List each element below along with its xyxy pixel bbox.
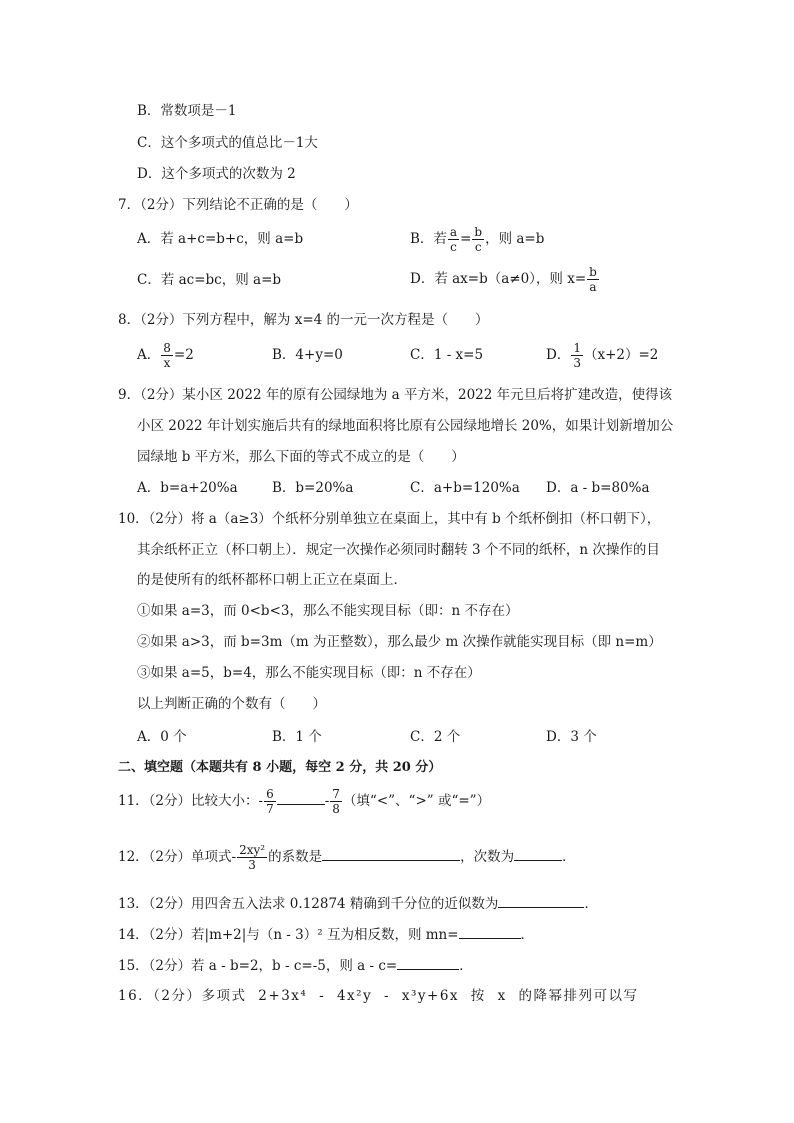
q16: 16．（2分）多项式 2+3x⁴ - 4x²y - x³y+6x 按 x 的降幂排列可以写 [118,988,639,1004]
q7-stem: 7．（2分）下列结论不正确的是（ ） [118,197,358,213]
q7-b-prefix: B．若 [410,231,447,247]
q7-b-fraction-2: $\frac{b}{c}$ [474,225,483,254]
q7-option-b: B．若 $\frac{a}{c}$ = $\frac{b}{c}$ ，则 a=b [410,225,545,254]
q12: 12．（2分）单项式- $\frac{\text{2xy²}}{3}$ 的系数是 ，次数为 ． [118,843,576,872]
q6-option-b: B．常数项是－1 [137,103,237,119]
q8-stem: 8．（2分）下列方程中，解为 x=4 的一元一次方程是（ ） [118,312,489,328]
q8-option-b: B．4+y=0 [272,347,343,363]
q6-option-c: C．这个多项式的值总比－1大 [137,135,318,151]
q9-line-3: 园绿地 b 平方米，那么下面的等式不成立的是（ ） [137,449,465,465]
q10-option-d: D．3 个 [546,729,597,745]
q11-answer-blank[interactable] [277,790,325,805]
q11-fraction-1: $\frac{6}{7}$ [266,787,274,816]
q7-option-c: C．若 ac=bc，则 a=b [137,272,282,288]
q9-option-d: D．a - b=80%a [546,480,650,496]
q9-line-2: 小区 2022 年计划实施后共有的绿地面积将比原有公园绿地增长 20%，如果计划新增加公 [137,418,674,434]
q12-fraction: $\frac{\text{2xy²}}{3}$ [239,843,266,872]
q9-line-1: 9．（2分）某小区 2022 年的原有公园绿地为 a 平方米，2022 年元旦后将扩建改造，使得该 [118,387,673,403]
q9-option-a: A．b=a+20%a [137,480,238,496]
q13-answer-blank[interactable] [498,893,584,908]
q10-statement-2: ②如果 a>3，而 b=3m（m 为正整数），那么最少 m 次操作就能实现目标（即 n=m） [137,634,662,650]
q10-option-b: B．1 个 [272,729,322,745]
q7-option-a: A．若 a+c=b+c，则 a=b [137,231,304,247]
section-2-heading: 二、填空题（本题共有 8 小题，每空 2 分，共 20 分） [118,760,442,775]
q8-option-a: A． $\frac{8}{x}$ =2 [137,341,194,370]
q15: 15．（2分）若 a - b=2，b - c=-5，则 a - c= ． [118,955,473,976]
q11: 11．（2分）比较大小：- $\frac{6}{7}$ - $\frac{7}{8}$ （填“<”、“>” 或“=”） [118,787,491,816]
q10-option-a: A．0 个 [137,729,187,745]
q10-statement-3: ③如果 a=5，b=4，那么不能实现目标（即：n 不存在） [137,665,481,681]
q9-option-c: C．a+b=120%a [410,480,520,496]
q12-coefficient-blank[interactable] [322,846,460,861]
q11-fraction-2: $\frac{7}{8}$ [332,787,340,816]
q15-answer-blank[interactable] [397,955,459,970]
q7-option-d: D．若 ax=b（a≠0），则 x= $\frac{b}{a}$ [410,265,597,294]
q14: 14．（2分）若|m+2|与（n - 3）² 互为相反数，则 mn= ． [118,924,534,945]
q7-d-fraction: $\frac{b}{a}$ [589,265,597,294]
q8-d-fraction: $\frac{1}{3}$ [573,341,581,370]
q8-option-c: C．1 - x=5 [410,347,484,363]
q12-degree-blank[interactable] [514,846,562,861]
q14-answer-blank[interactable] [459,924,521,939]
q10-line-2: 其余纸杯正立（杯口朝上）．规定一次操作必须同时翻转 3 个不同的纸杯，n 次操作的目 [137,542,660,558]
q7-b-fraction-1: $\frac{a}{c}$ [449,225,458,254]
q8-option-d: D． $\frac{1}{3}$ （x+2）=2 [546,341,659,370]
q10-line-3: 的是使所有的纸杯都杯口朝上正立在桌面上． [137,572,407,588]
q13: 13．（2分）用四舍五入法求 0.12874 精确到千分位的近似数为 ． [118,893,598,914]
q10-option-c: C．2 个 [410,729,461,745]
q6-option-d: D．这个多项式的次数为 2 [137,166,296,182]
q7-b-suffix: ，则 a=b [485,231,545,247]
q10-line-1: 10．（2分）将 a（a≥3）个纸杯分别单独立在桌面上，其中有 b 个纸杯倒扣（杯口朝下）， [118,511,661,527]
q9-option-b: B．b=20%a [272,480,354,496]
q10-ask: 以上判断正确的个数有（ ） [137,696,326,712]
q8-a-fraction: $\frac{8}{x}$ [163,341,171,370]
q10-statement-1: ①如果 a=3，而 0<b<3，那么不能实现目标（即：n 不存在） [137,603,519,619]
